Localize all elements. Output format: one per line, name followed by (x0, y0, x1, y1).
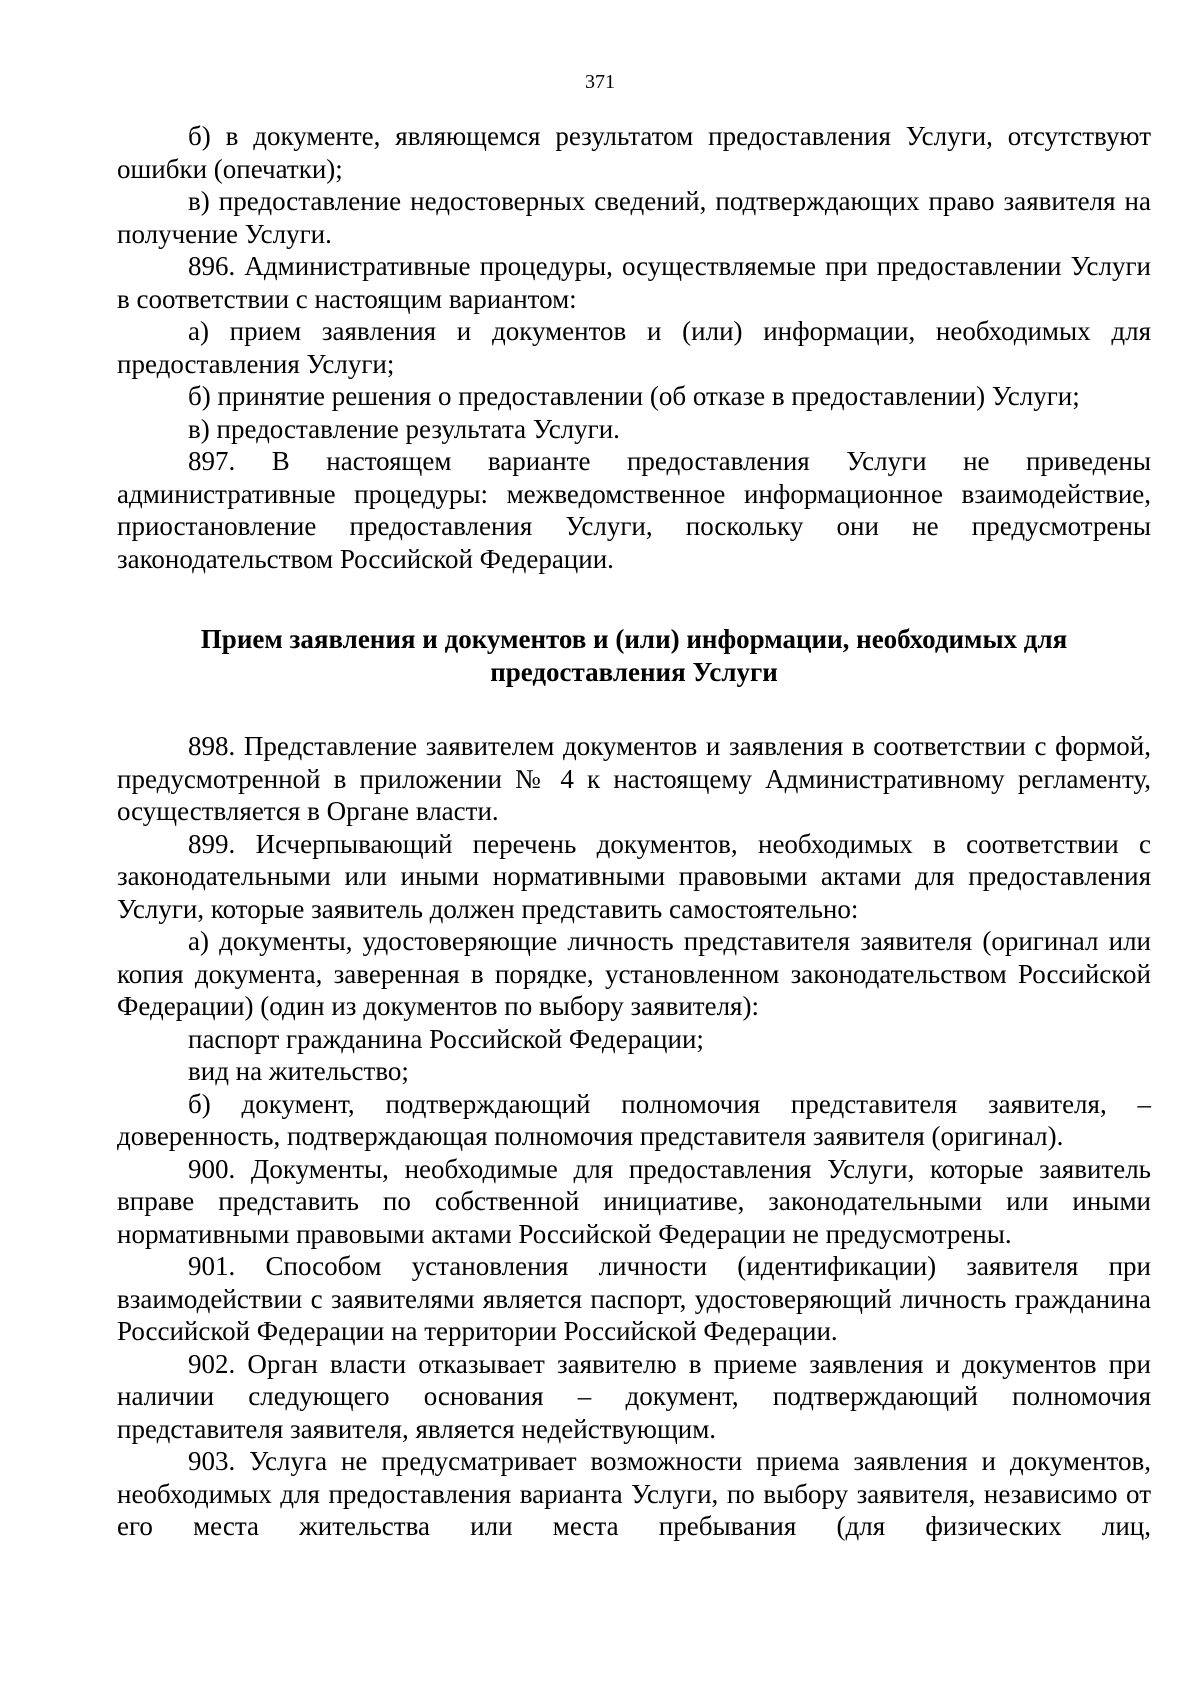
paragraph-900: 900. Документы, необходимые для предоставления Услуги, которые заявитель вправе представить по собственной инициативе, законодательными или иными нормативными правовыми актами Российской Федерации не предусмотрены. (117, 1153, 1151, 1249)
document-body (117, 120, 1151, 1543)
section-heading-line-1: Прием заявления и документов и (или) информации, необходимых для (200, 624, 1068, 654)
paragraph-899: 899. Исчерпывающий перечень документов, необходимых в соответствии с законодательными или иными нормативными правовыми актами для предоставления Услуги, которые заявитель должен представить самостоятельно: (117, 828, 1151, 924)
paragraph-896: 896. Административные процедуры, осуществляемые при предоставлении Услуги в соответствии с настоящим вариантом: (117, 251, 1151, 314)
paragraph-898: 898. Представление заявителем документов и заявления в соответствии с формой, предусмотренной в приложении № 4 к настоящему Административному регламенту, осуществляется в Органе власти. (117, 731, 1151, 826)
section-heading (117, 623, 1151, 688)
paragraph-902: 902. Орган власти отказывает заявителю в приеме заявления и документов при наличии следующего основания – документ, подтверждающий полномочия представителя заявителя, является недействующим. (117, 1348, 1151, 1444)
paragraph-896-a: а) прием заявления и документов и (или) информации, необходимых для предоставления Услуги; (117, 316, 1151, 379)
paragraph-899-b: б) документ, подтверждающий полномочия представителя заявителя, – доверенность, подтверждающая полномочия представителя заявителя (оригинал). (117, 1088, 1151, 1151)
page-number: 371 (585, 71, 615, 93)
paragraph-899-a: а) документы, удостоверяющие личность представителя заявителя (оригинал или копия документа, заверенная в порядке, установленном законодательством Российской Федерации) (один из документов по выбору заявителя): (117, 926, 1151, 1021)
list-item-passport: паспорт гражданина Российской Федерации; (188, 1023, 704, 1054)
list-item-residence-permit: вид на жительство; (188, 1056, 409, 1086)
paragraph-b-no-errors: б) в документе, являющемся результатом предоставления Услуги, отсутствуют ошибки (опечатки); (117, 121, 1151, 184)
section-heading-line-2: предоставления Услуги (490, 656, 778, 687)
paragraph-v-false-info: в) предоставление недостоверных сведений, подтверждающих право заявителя на получение Услуги. (117, 186, 1151, 249)
paragraph-896-b: б) принятие решения о предоставлении (об отказе в предоставлении) Услуги; (188, 381, 1080, 411)
paragraph-897: 897. В настоящем варианте предоставления Услуги не приведены административные процедуры: межведомственное информационное взаимодействие, приостановление предоставления Услуги, поскольку они не предусмотрены законодательством Российской Федерации. (117, 446, 1151, 574)
paragraph-896-v: в) предоставление результата Услуги. (188, 413, 620, 444)
paragraph-903: 903. Услуга не предусматривает возможности приема заявления и документов, необходимых для предоставления варианта Услуги, по выбору заявителя, независимо от его места жительства или места пребывания (для физических лиц, (117, 1446, 1151, 1541)
paragraph-901: 901. Способом установления личности (идентификации) заявителя при взаимодействии с заявителями является паспорт, удостоверяющий личность гражданина Российской Федерации на территории Российской Федерации. (117, 1251, 1151, 1346)
